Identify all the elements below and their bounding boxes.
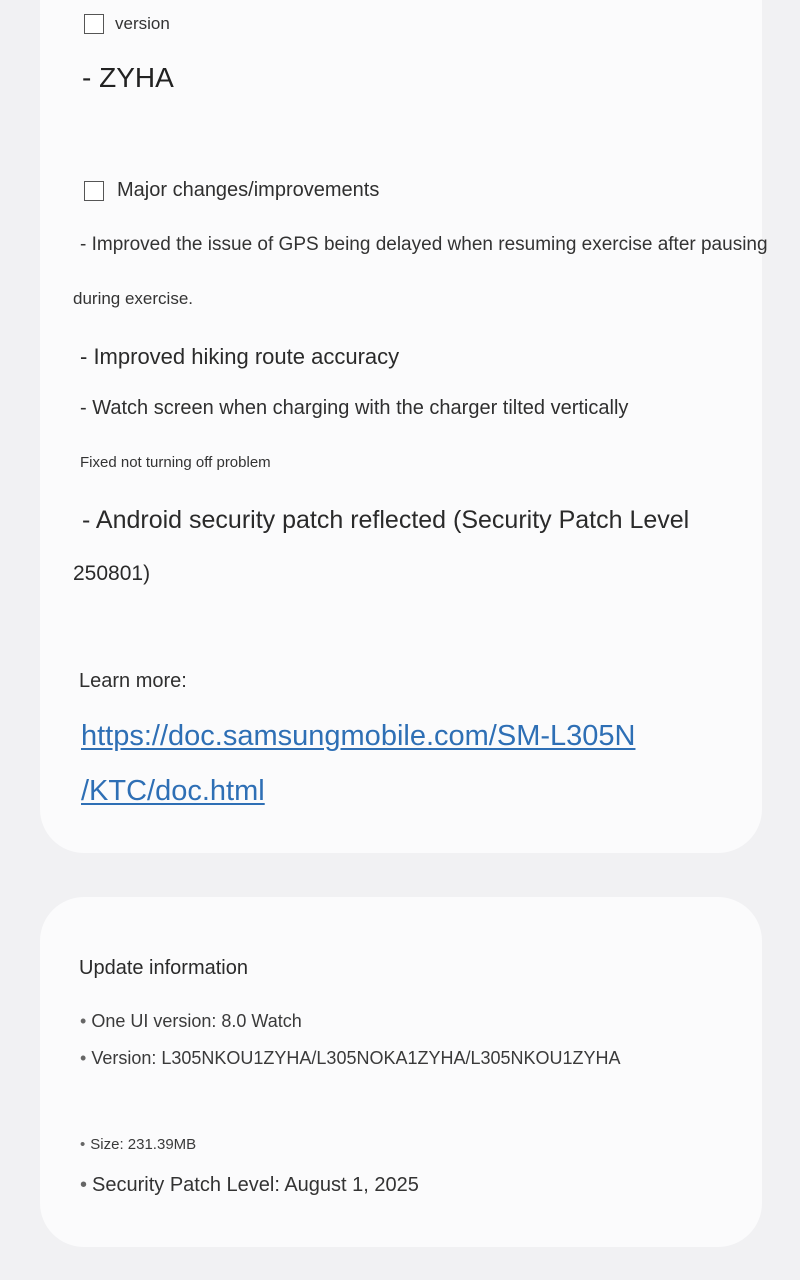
major-changes-checkbox[interactable] xyxy=(84,181,104,201)
learn-more-link-continued[interactable]: /KTC/doc.html xyxy=(81,775,265,807)
update-information-card xyxy=(40,897,762,1247)
info-item-size xyxy=(80,1136,196,1153)
bullet-icon: • xyxy=(80,1174,88,1196)
version-value: - ZYHA xyxy=(82,62,174,93)
info-item-text: Size: 231.39MB xyxy=(90,1136,197,1153)
version-checkbox[interactable] xyxy=(84,14,104,34)
info-item-text: Security Patch Level: August 1, 2025 xyxy=(92,1174,419,1196)
change-item-charging-continued: Fixed not turning off problem xyxy=(80,454,271,471)
learn-more-link[interactable]: https://doc.samsungmobile.com/SM-L305N xyxy=(81,720,636,752)
change-item-hiking: - Improved hiking route accuracy xyxy=(80,344,400,369)
info-item-text: One UI version: 8.0 Watch xyxy=(91,1011,302,1031)
release-notes-card xyxy=(40,0,768,853)
info-item-one-ui-version xyxy=(80,1011,302,1032)
info-item-security-patch-level xyxy=(80,1174,419,1197)
info-item-version xyxy=(80,1048,621,1069)
change-item-security-patch: - Android security patch reflected (Security Patch Level xyxy=(82,506,690,534)
info-item-text: Version: L305NKOU1ZYHA/L305NOKA1ZYHA/L305NKOU1ZYHA xyxy=(91,1048,621,1068)
change-item-gps-continued: during exercise. xyxy=(73,289,194,308)
version-label: version xyxy=(115,14,170,33)
update-information-title: Update information xyxy=(79,957,248,979)
bullet-icon: • xyxy=(80,1048,87,1068)
learn-more-label: Learn more: xyxy=(79,670,187,692)
bullet-icon: • xyxy=(80,1136,86,1153)
change-item-gps: - Improved the issue of GPS being delayed when resuming exercise after pausing xyxy=(80,234,768,255)
change-item-security-patch-continued: 250801) xyxy=(73,562,151,585)
bullet-icon: • xyxy=(80,1011,87,1031)
change-item-charging: - Watch screen when charging with the charger tilted vertically xyxy=(80,397,629,419)
major-changes-heading: Major changes/improvements xyxy=(117,179,380,201)
